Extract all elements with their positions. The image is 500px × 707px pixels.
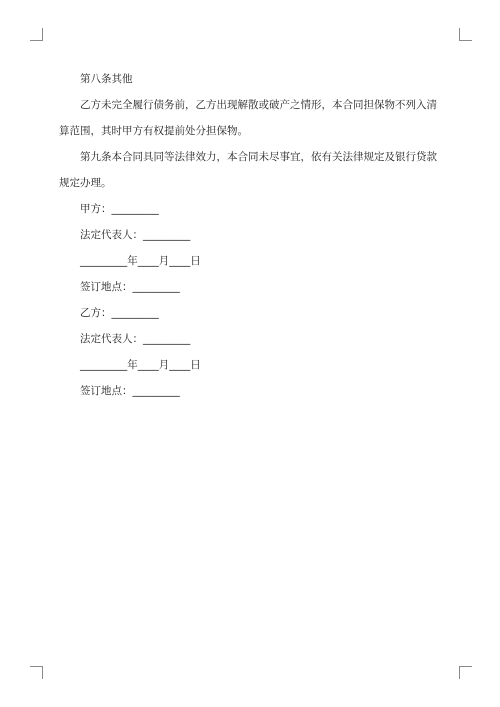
party-a-representative-line: 法定代表人：_________ xyxy=(80,229,191,241)
article-8-heading: 第八条其他 xyxy=(80,73,133,85)
party-b-representative-line: 法定代表人：_________ xyxy=(80,333,191,345)
party-b-date-line: _________年____月____日 xyxy=(80,359,201,371)
crop-mark-top-right xyxy=(459,28,472,41)
party-b-signing-place-line: 签订地点：_________ xyxy=(80,385,180,397)
party-a-name-line: 甲方：_________ xyxy=(80,203,159,215)
crop-mark-bottom-right xyxy=(459,666,472,679)
party-a-date-line: _________年____月____日 xyxy=(80,255,201,267)
article-8-body: 乙方未完全履行债务前，乙方出现解散或破产之情形，本合同担保物不列入清算范围，其时甲方有权提前处分担保物。 xyxy=(59,99,437,137)
article-9-body: 第九条本合同具同等法律效力，本合同未尽事宜，依有关法律规定及银行贷款规定办理。 xyxy=(59,151,437,189)
party-b-name-line: 乙方：_________ xyxy=(80,307,159,319)
crop-mark-bottom-left xyxy=(30,666,43,679)
document-body[interactable] xyxy=(59,66,443,404)
party-a-signing-place-line: 签订地点：_________ xyxy=(80,281,180,293)
crop-mark-top-left xyxy=(30,28,43,41)
